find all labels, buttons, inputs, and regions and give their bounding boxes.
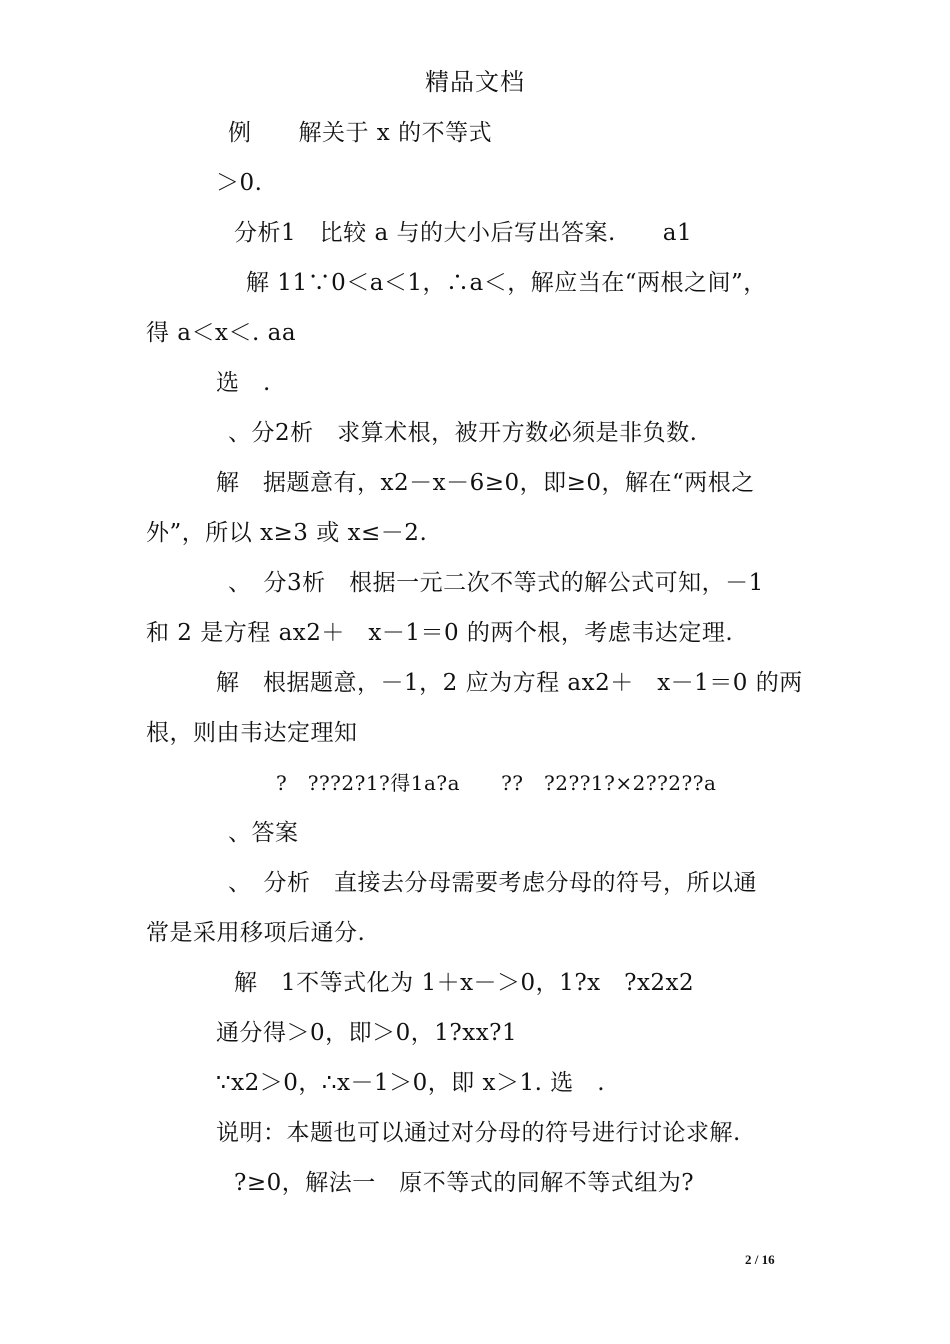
text-line: 分析1 比较 a 与的大小后写出答案. a1	[234, 220, 693, 246]
text-line: 、答案	[228, 820, 299, 846]
text-line: 和 2 是方程 ax2＋ x－1＝0 的两个根，考虑韦达定理.	[146, 620, 734, 646]
text-line: 说明：本题也可以通过对分母的符号进行讨论求解.	[216, 1120, 741, 1146]
formula-line: ? ???2?1?得1a?a ?? ?2??1?×2??2??a	[276, 771, 717, 795]
page-number: 2 / 16	[745, 1252, 775, 1267]
text-line: 解 11∵0＜a＜1，∴a＜，解应当在“两根之间”，	[246, 270, 767, 296]
text-line: 根，则由韦达定理知	[146, 720, 358, 746]
text-line: 、 分析 直接去分母需要考虑分母的符号，所以通	[228, 870, 757, 896]
text-line: 得 a＜x＜. aa	[146, 320, 297, 346]
text-line: ?≥0，解法一 原不等式的同解不等式组为?	[234, 1170, 695, 1196]
text-line: 、 分3析 根据一元二次不等式的解公式可知，－1	[228, 570, 764, 596]
text-line: 、分2析 求算术根，被开方数必须是非负数.	[228, 420, 698, 446]
text-line: 选 .	[216, 370, 271, 396]
text-line: 外”，所以 x≥3 或 x≤－2.	[146, 520, 428, 546]
text-line: 通分得＞0，即＞0，1?xx?1	[216, 1020, 518, 1046]
text-line: 常是采用移项后通分.	[146, 920, 366, 946]
page-header-title: 精品文档	[425, 68, 525, 96]
text-line: ＞0.	[216, 170, 263, 196]
text-line: 解 据题意有，x2－x－6≥0，即≥0，解在“两根之	[216, 470, 755, 496]
text-line: 解 1不等式化为 1＋x－＞0，1?x ?x2x2	[234, 970, 695, 996]
text-line: 解 根据题意，－1，2 应为方程 ax2＋ x－1＝0 的两	[216, 670, 803, 696]
text-line: 例 解关于 x 的不等式	[228, 120, 493, 146]
text-line: ∵x2＞0，∴x－1＞0，即 x＞1. 选 .	[216, 1070, 606, 1096]
